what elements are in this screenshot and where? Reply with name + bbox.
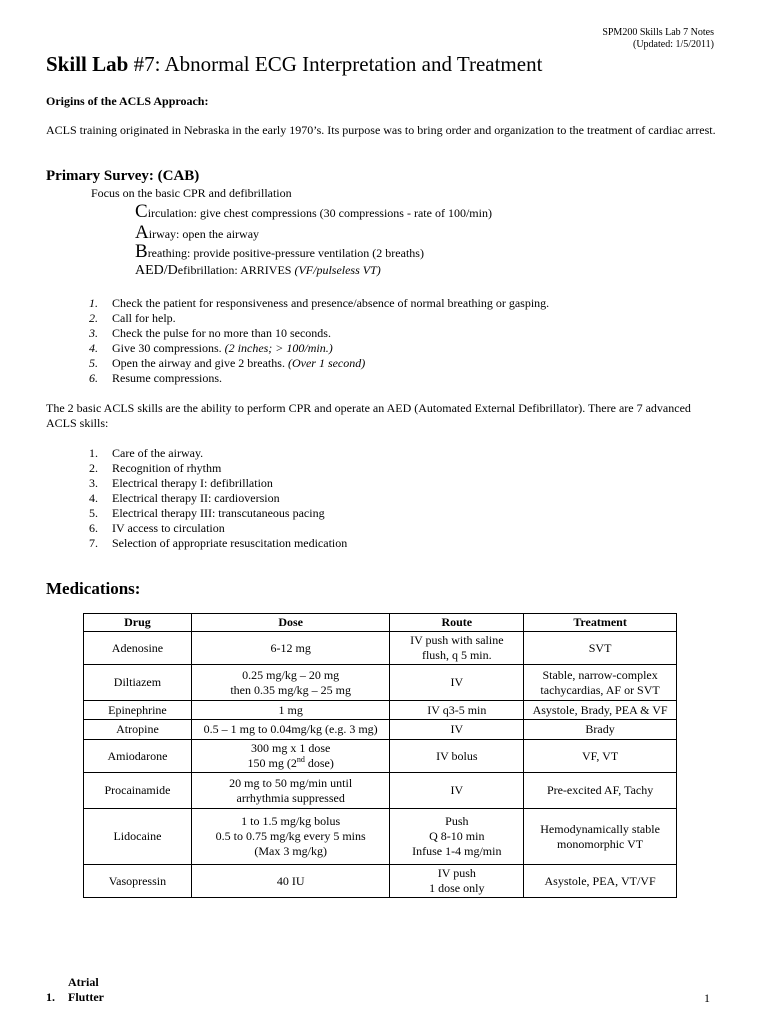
list-item: 4. Give 30 compressions. (2 inches; > 100/min.) [89, 341, 333, 355]
treatment-cell: Hemodynamically stable monomorphic VT [524, 809, 677, 865]
list-item: 6. Resume compressions. [89, 371, 222, 385]
table-row [84, 665, 677, 701]
treatment-cell: Asystole, Brady, PEA & VF [524, 701, 677, 720]
drug-cell: Atropine [84, 720, 192, 740]
dose-cell: 20 mg to 50 mg/min until arrhythmia suppressed [191, 773, 390, 809]
column-header: Treatment [524, 614, 677, 632]
title-rest: #7: Abnormal ECG Interpretation and Treatment [128, 52, 543, 76]
drug-cell: Vasopressin [84, 865, 192, 898]
list-item: 1. Care of the airway. [89, 446, 204, 460]
dose-cell: 1 mg [191, 701, 390, 720]
cab-initial: C [135, 201, 148, 222]
header-course: SPM200 Skills Lab 7 Notes [602, 27, 714, 38]
document-header [602, 27, 714, 51]
route-cell: IV [390, 665, 524, 701]
list-item: 7. Selection of appropriate resuscitation medication [89, 536, 348, 550]
cab-initial: B [135, 241, 148, 262]
table-row [84, 632, 677, 665]
column-header: Drug [84, 614, 192, 632]
list-item: 5. Electrical therapy III: transcutaneous pacing [89, 506, 325, 520]
medications-table [83, 613, 677, 898]
dose-cell: 6-12 mg [191, 632, 390, 665]
treatment-cell: Brady [524, 720, 677, 740]
cab-initial: AED/D [135, 263, 178, 278]
cab-defibrillation: AED/Defibrillation: ARRIVES (VF/pulseless VT) [135, 263, 381, 278]
medications-heading: Medications: [46, 579, 141, 598]
route-cell: IV q3-5 min [390, 701, 524, 720]
drug-cell: Lidocaine [84, 809, 192, 865]
table-row [84, 740, 677, 773]
list-item: 5. Open the airway and give 2 breaths. (Over 1 second) [89, 356, 366, 370]
cab-circulation: Circulation: give chest compressions (30 compressions - rate of 100/min) [135, 201, 492, 222]
treatment-cell: SVT [524, 632, 677, 665]
drug-cell: Diltiazem [84, 665, 192, 701]
primary-survey-heading: Primary Survey: (CAB) [46, 168, 200, 184]
origins-paragraph: ACLS training originated in Nebraska in the early 1970’s. Its purpose was to bring order and organization to the treatment of cardiac arrest. [46, 123, 716, 137]
treatment-cell: Asystole, PEA, VT/VF [524, 865, 677, 898]
drug-cell: Procainamide [84, 773, 192, 809]
cab-breathing: Breathing: provide positive-pressure ventilation (2 breaths) [135, 241, 424, 262]
dose-cell: 0.5 – 1 mg to 0.04mg/kg (e.g. 3 mg) [191, 720, 390, 740]
route-cell: IV push with saline flush, q 5 min. [390, 632, 524, 665]
column-header: Route [390, 614, 524, 632]
route-cell: Push Q 8-10 min Infuse 1-4 mg/min [390, 809, 524, 865]
list-item: 3. Electrical therapy I: defibrillation [89, 476, 273, 490]
treatment-cell: Pre-excited AF, Tachy [524, 773, 677, 809]
drug-cell: Adenosine [84, 632, 192, 665]
treatment-cell: Stable, narrow-complex tachycardias, AF or SVT [524, 665, 677, 701]
page-title [46, 52, 542, 77]
table-row [84, 773, 677, 809]
table-row [84, 720, 677, 740]
origins-heading: Origins of the ACLS Approach: [46, 94, 209, 108]
cab-initial: A [135, 222, 149, 243]
dose-cell: 300 mg x 1 dose 150 mg (2nd dose) [191, 740, 390, 773]
table-row [84, 809, 677, 865]
drug-cell: Amiodarone [84, 740, 192, 773]
route-cell: IV bolus [390, 740, 524, 773]
cab-note: (VF/pulseless VT) [294, 263, 381, 277]
list-item: 2. Recognition of rhythm [89, 461, 222, 475]
dose-cell: 1 to 1.5 mg/kg bolus 0.5 to 0.75 mg/kg every 5 mins (Max 3 mg/kg) [191, 809, 390, 865]
list-item: 4. Electrical therapy II: cardioversion [89, 491, 280, 505]
table-header-row [84, 614, 677, 632]
list-item: 1. Check the patient for responsiveness and presence/absence of normal breathing or gasping. [89, 296, 550, 310]
route-cell: IV [390, 720, 524, 740]
route-cell: IV push 1 dose only [390, 865, 524, 898]
table-row [84, 865, 677, 898]
list-item: 6. IV access to circulation [89, 521, 225, 535]
route-cell: IV [390, 773, 524, 809]
list-item: 2. Call for help. [89, 311, 176, 325]
table-row [84, 701, 677, 720]
cab-airway: Airway: open the airway [135, 222, 260, 243]
column-header: Dose [191, 614, 390, 632]
primary-survey-steps [89, 296, 549, 386]
dose-cell: 40 IU [191, 865, 390, 898]
list-item: 3. Check the pulse for no more than 10 seconds. [89, 326, 331, 340]
page-number: 1 [704, 991, 710, 1005]
header-updated: (Updated: 1/5/2011) [632, 39, 714, 50]
advanced-skills-list [89, 446, 347, 551]
drug-cell: Epinephrine [84, 701, 192, 720]
dose-cell: 0.25 mg/kg – 20 mg then 0.35 mg/kg – 25 mg [191, 665, 390, 701]
primary-survey-focus: Focus on the basic CPR and defibrillation [91, 186, 292, 200]
section-heading-atrial-flutter: 1.Atrial Flutter [46, 975, 104, 1004]
treatment-cell: VF, VT [524, 740, 677, 773]
title-bold: Skill Lab [46, 52, 129, 76]
basic-skills-paragraph: The 2 basic ACLS skills are the ability to perform CPR and operate an AED (Automated External Defibrillator). There are 7 advanced ACLS skills: [46, 401, 691, 430]
